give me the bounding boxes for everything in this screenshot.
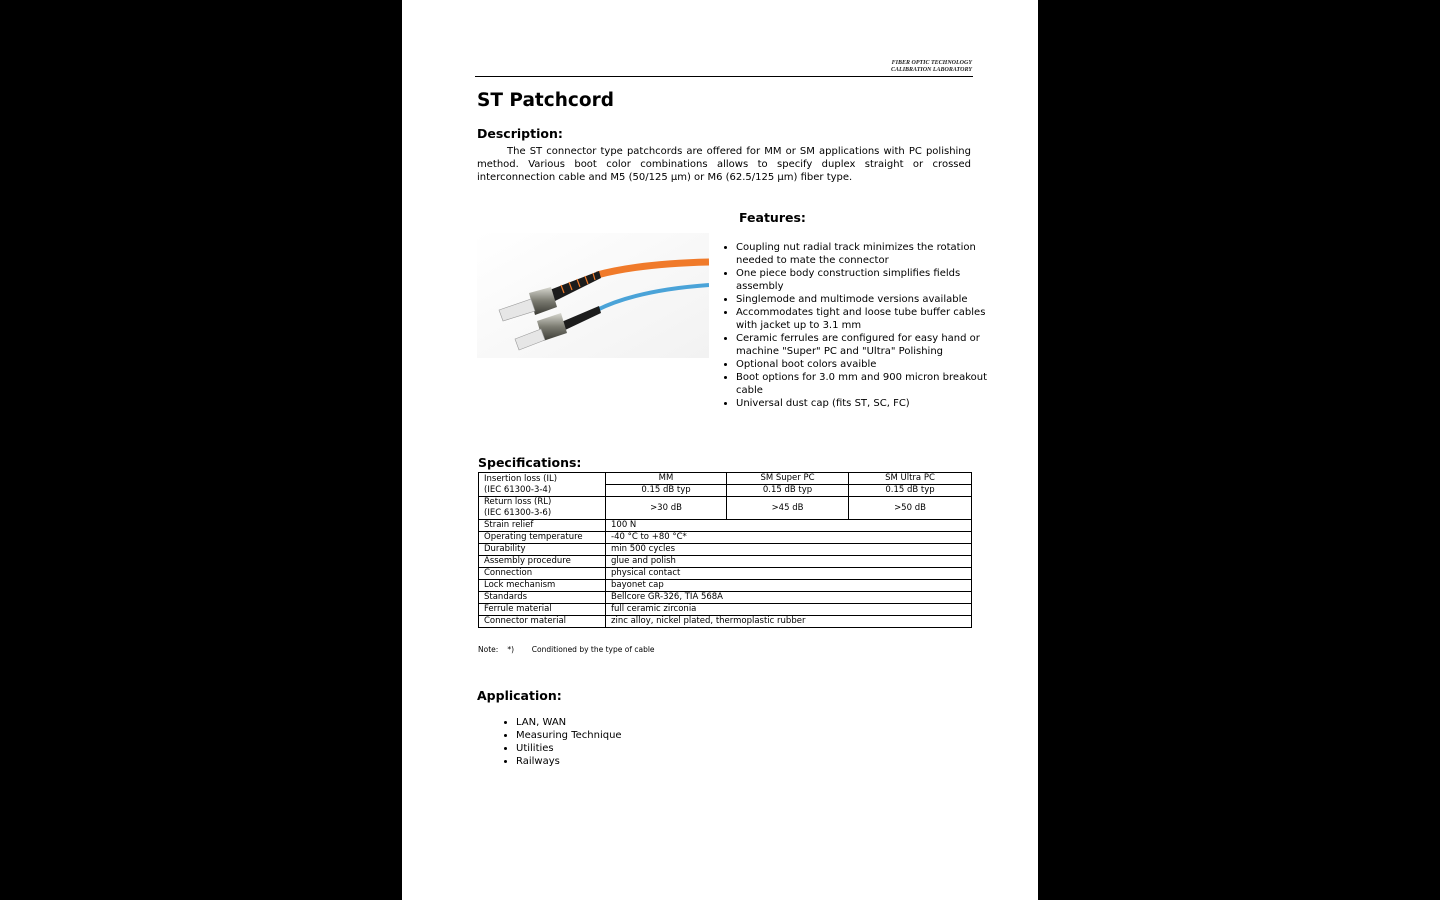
specifications-table (478, 472, 972, 628)
table-row (479, 497, 972, 520)
spec-value: >50 dB (849, 497, 972, 520)
spec-label-line: Insertion loss (IL) (484, 473, 558, 484)
table-row (479, 520, 972, 532)
spec-label: Operating temperature (479, 532, 606, 544)
description-heading: Description: (477, 126, 563, 141)
spec-label-line: (IEC 61300-3-4) (484, 484, 552, 495)
spec-label: Connection (479, 568, 606, 580)
spec-value: Bellcore GR-326, TIA 568A (606, 592, 972, 604)
table-row (479, 556, 972, 568)
spec-value: min 500 cycles (606, 544, 972, 556)
document-page (402, 0, 1038, 900)
spec-value: -40 °C to +80 °C* (606, 532, 972, 544)
spec-label: Connector material (479, 616, 606, 628)
table-row (479, 604, 972, 616)
description-text: The ST connector type patchcords are offered for MM or SM applications with PC polishing method. Various boot color combinations allows to specify duplex straight or crossed interconnection cable and M5 (50/125 µm) or M6 (62.5/125 µm) fiber type. (477, 146, 971, 183)
spec-value: zinc alloy, nickel plated, thermoplastic rubber (606, 616, 972, 628)
spec-value: bayonet cap (606, 580, 972, 592)
table-row (479, 532, 972, 544)
spec-value: full ceramic zirconia (606, 604, 972, 616)
lab-header-line2: CALIBRATION LABORATORY (891, 67, 972, 73)
spec-label: Lock mechanism (479, 580, 606, 592)
column-header: MM (606, 473, 727, 485)
spec-label-line: (IEC 61300-3-6) (484, 508, 552, 518)
table-row (479, 592, 972, 604)
feature-item: • Accommodates tight and loose tube buffer cables with jacket up to 3.1 mm (736, 306, 996, 332)
spec-value: 100 N (606, 520, 972, 532)
feature-item: • Optional boot colors avaible (736, 358, 996, 371)
application-item: • Measuring Technique (516, 729, 622, 742)
table-row (479, 544, 972, 556)
table-row (479, 568, 972, 580)
application-item: • Railways (516, 755, 622, 768)
spec-label: Assembly procedure (479, 556, 606, 568)
page-title: ST Patchcord (477, 90, 614, 111)
spec-label: Standards (479, 592, 606, 604)
table-note (478, 645, 655, 655)
spec-value: physical contact (606, 568, 972, 580)
st-patchcord-photo (477, 233, 709, 358)
spec-label: Strain relief (479, 520, 606, 532)
table-row (479, 616, 972, 628)
column-header: SM Ultra PC (849, 473, 972, 485)
spec-value: 0.15 dB typ (727, 485, 849, 497)
features-list (717, 241, 996, 410)
feature-item: • Boot options for 3.0 mm and 900 micron breakout cable (736, 371, 996, 397)
spec-label-line: Return loss (RL) (484, 497, 552, 507)
table-row (479, 580, 972, 592)
features-heading: Features: (739, 210, 806, 225)
application-item: • LAN, WAN (516, 716, 622, 729)
spec-value: >30 dB (606, 497, 727, 520)
feature-item: • Singlemode and multimode versions available (736, 293, 996, 306)
lab-header (475, 60, 972, 74)
spec-value: 0.15 dB typ (849, 485, 972, 497)
specifications-heading: Specifications: (478, 455, 582, 470)
spec-value: 0.15 dB typ (606, 485, 727, 497)
spec-label: Durability (479, 544, 606, 556)
feature-item: • One piece body construction simplifies fields assembly (736, 267, 996, 293)
application-item: • Utilities (516, 742, 622, 755)
spec-label: Ferrule material (479, 604, 606, 616)
lab-header-line1: FIBER OPTIC TECHNOLOGY (891, 60, 972, 66)
application-heading: Application: (477, 688, 562, 703)
note-mark: *) (507, 645, 515, 654)
note-text: Conditioned by the type of cable (531, 645, 655, 654)
spec-label (479, 497, 606, 520)
note-label: Note: (478, 645, 499, 654)
application-list (496, 716, 622, 768)
spec-label (479, 473, 606, 497)
spec-value: glue and polish (606, 556, 972, 568)
feature-item: • Ceramic ferrules are configured for easy hand or machine "Super" PC and "Ultra" Polishing (736, 332, 996, 358)
column-header: SM Super PC (727, 473, 849, 485)
header-divider (475, 76, 973, 77)
feature-item: • Coupling nut radial track minimizes the rotation needed to mate the connector (736, 241, 996, 267)
spec-value: >45 dB (727, 497, 849, 520)
feature-item: • Universal dust cap (fits ST, SC, FC) (736, 397, 996, 410)
table-row (479, 473, 972, 485)
